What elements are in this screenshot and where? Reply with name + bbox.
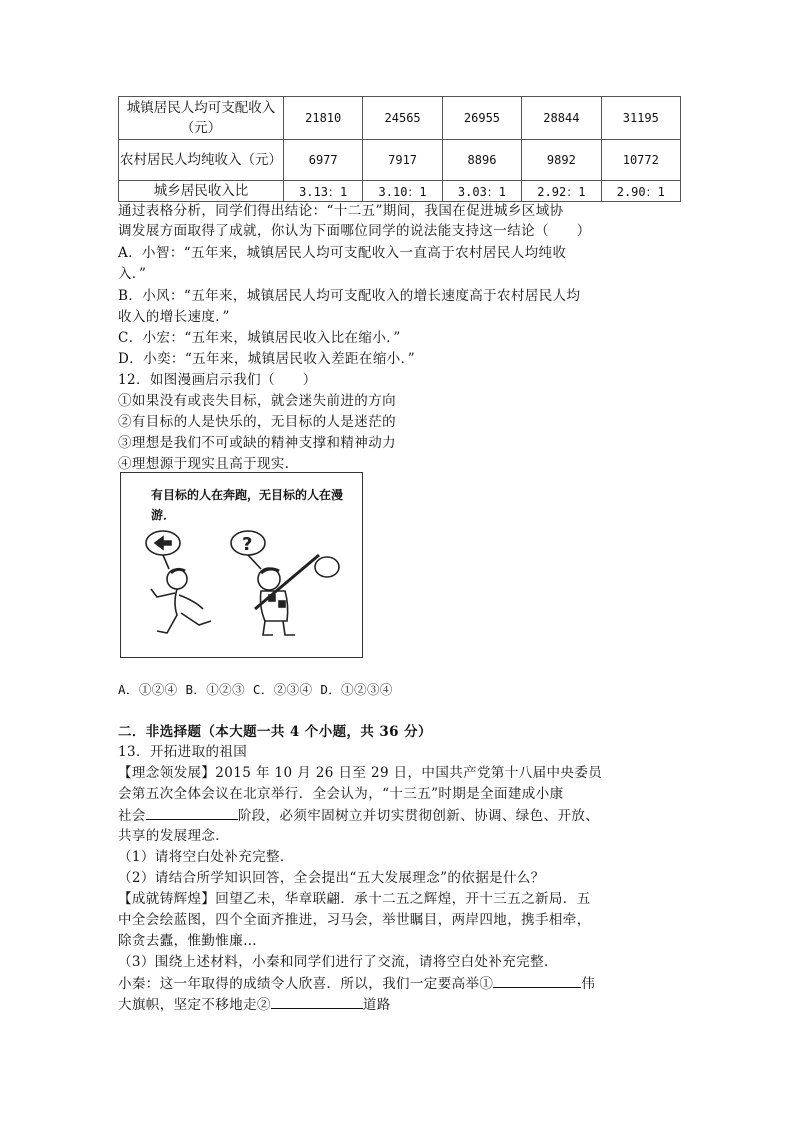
section-heading: 二．非选择题（本大题一共 4 个小题，共 36 分）: [118, 724, 432, 740]
comic-caption: 有目标的人在奔跑，无目标的人在漫游．: [151, 488, 344, 522]
wanderer-figure: [231, 531, 339, 635]
paragraph-line: [118, 994, 391, 1015]
q11-option-b: B．小风：“五年来，城镇居民人均可支配收入的增长速度高于农村居民人均: [118, 288, 581, 304]
q12-stem: 12．如图漫画启示我们（ ）: [118, 372, 317, 388]
paragraph-line: 中全会绘蓝图，四个全面齐推进，习马会，举世瞩目，两岸四地，携手相牵，: [118, 912, 591, 928]
table-cell: 3.13：1: [284, 181, 363, 202]
row-label-income-ratio: 城乡居民收入比: [119, 181, 284, 202]
table-cell: 28844: [522, 97, 601, 140]
row-label-rural-income: [119, 140, 284, 181]
answer-blank[interactable]: [146, 805, 238, 820]
answer-blank[interactable]: [493, 973, 581, 988]
answer-blank[interactable]: [271, 994, 363, 1009]
table-cell: 6977: [284, 140, 363, 181]
table-cell: 31195: [601, 97, 680, 140]
paragraph-line: [118, 973, 595, 994]
income-table: [118, 96, 681, 202]
table-cell: 26955: [442, 97, 521, 140]
q12-item: ③理想是我们不可或缺的精神支撑和精神动力: [118, 435, 396, 451]
q11-stem-line: 通过表格分析，同学们得出结论：“十二五”期间，我国在促进城乡区域协: [118, 203, 564, 219]
paragraph-text: 阶段，必须牢固树立并切实贯彻创新、协调、绿色、开放、: [237, 808, 600, 824]
paragraph-line: 共享的发展理念．: [118, 828, 230, 844]
paragraph-text: 道路: [362, 997, 391, 1013]
q11-option-a: 入．”: [118, 266, 147, 282]
paragraph-text: 社会: [118, 808, 146, 824]
table-row: [119, 97, 681, 140]
paragraph-line: 除贪去蠹，惟勤惟廉…: [118, 933, 257, 949]
table-cell: 3.03：1: [442, 181, 521, 202]
comic-illustration: [120, 472, 363, 658]
q12-options: A．①②④ B．①②③ C．②③④ D．①②③④: [118, 682, 393, 697]
row-label-text: 城镇居民人均可支配收入（元）: [126, 100, 276, 136]
q13-title: 13．开拓进取的祖国: [118, 744, 248, 760]
q12-item: ②有目标的人是快乐的，无目标的人是迷茫的: [118, 414, 396, 430]
q12-item: ④理想源于现实且高于现实．: [118, 456, 299, 472]
q11-option-c: C．小宏：“五年来，城镇居民收入比在缩小．”: [118, 330, 401, 346]
table-cell: 7917: [363, 140, 442, 181]
svg-text:?: ?: [242, 534, 253, 555]
paragraph-text: 伟: [581, 976, 596, 992]
paragraph-text: 大旗帜，坚定不移地走②: [118, 997, 271, 1013]
sub-question-1: （1）请将空白处补充完整．: [118, 849, 294, 865]
row-label-text: 农村居民人均纯收入（元）: [120, 152, 282, 168]
paragraph-line: 【成就铸辉煌】回望乙未，华章联翩．承十二五之辉煌，开十三五之新局．五: [118, 891, 591, 907]
table-cell: 10772: [601, 140, 680, 181]
sub-question-2: （2）请结合所学知识回答，全会提出“五大发展理念”的依据是什么？: [118, 870, 545, 886]
table-cell: 2.90：1: [601, 181, 680, 202]
q11-option-a: A．小智：“五年来，城镇居民人均可支配收入一直高于农村居民人均纯收: [118, 245, 567, 261]
table-cell: 2.92：1: [522, 181, 601, 202]
q11-option-b: 收入的增长速度．”: [118, 309, 230, 325]
paragraph-line: [118, 805, 599, 826]
paragraph-line: 【理念领发展】2015 年 10 月 26 日至 29 日，中国共产党第十八届中央委员: [118, 765, 603, 781]
table-cell: 21810: [284, 97, 363, 140]
q11-option-d: D．小奕：“五年来，城镇居民收入差距在缩小．”: [118, 351, 416, 367]
paragraph-line: 会第五次全体会议在北京举行．全会认为，“十三五”时期是全面建成小康: [118, 786, 564, 802]
table-row: [119, 181, 681, 202]
table-cell: 3.10：1: [363, 181, 442, 202]
row-label-urban-income: [119, 97, 284, 140]
sub-question-3: （3）围绕上述材料，小秦和同学们进行了交流，请将空白处补充完整．: [118, 954, 558, 970]
q12-item: ①如果没有或丧失目标，就会迷失前进的方向: [118, 393, 396, 409]
table-cell: 9892: [522, 140, 601, 181]
q11-stem-line: 调发展方面取得了成就，你认为下面哪位同学的说法能支持这一结论（ ）: [118, 223, 591, 239]
table-cell: 24565: [363, 97, 442, 140]
runner-figure: [146, 531, 211, 633]
table-row: [119, 140, 681, 181]
paragraph-text: 小秦：这一年取得的成绩令人欣喜．所以，我们一定要高举①: [118, 976, 494, 992]
table-cell: 8896: [442, 140, 521, 181]
